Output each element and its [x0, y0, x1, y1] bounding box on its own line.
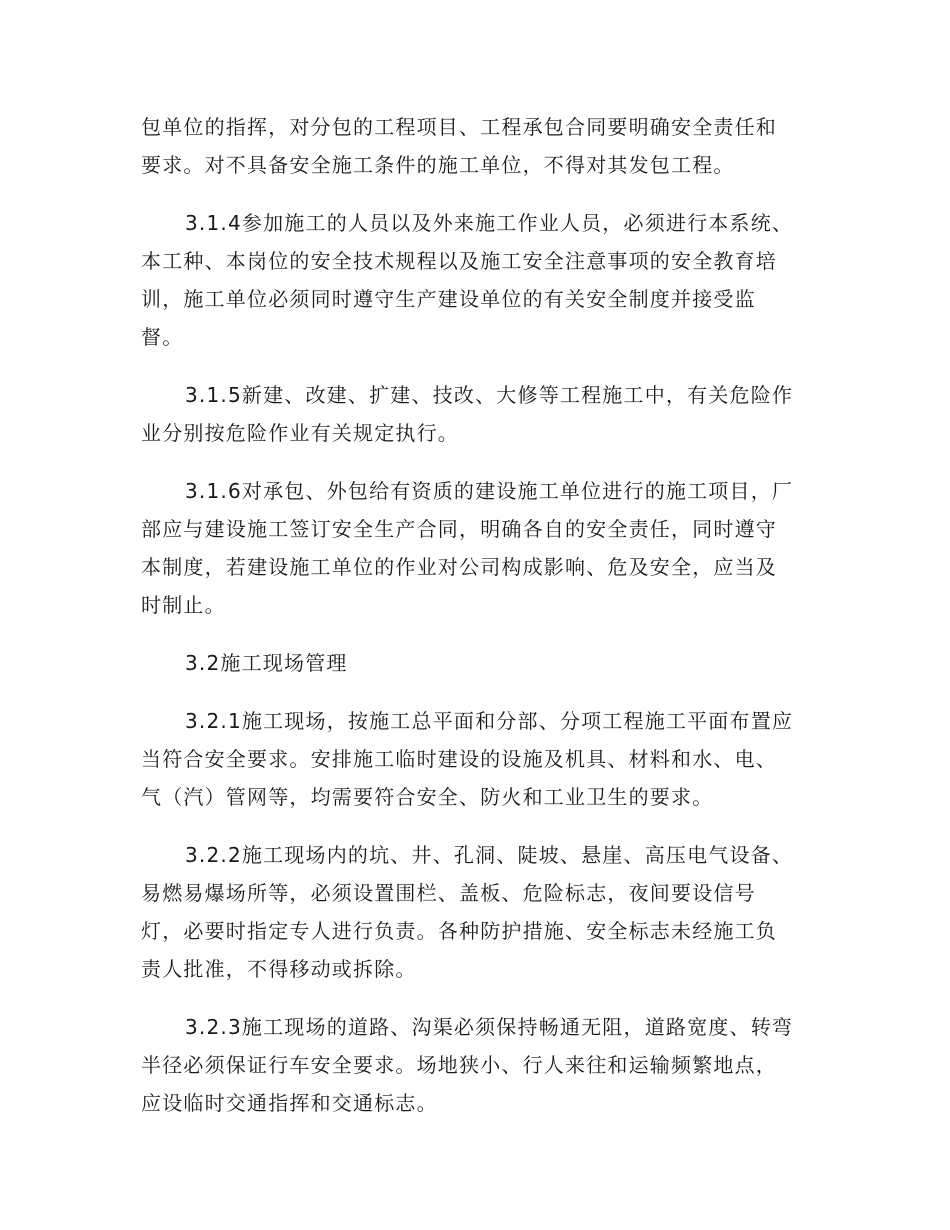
text-line: 业分别按危险作业有关规定执行。 [141, 421, 459, 445]
text-line: 半径必须保证行车安全要求。场地狭小、行人来往和运输频繁地点， [141, 1053, 777, 1077]
text-line: 本工种、本岗位的安全技术规程以及施工安全注意事项的安全教育培 [141, 249, 777, 273]
text-line: 气（汽）管网等，均需要符合安全、防火和工业卫生的要求。 [141, 785, 714, 809]
paragraph-3-1-4 [141, 204, 811, 356]
text-line: 灯，必要时指定专人进行负责。各种防护措施、安全标志未经施工负 [141, 919, 777, 943]
text-line: 本制度，若建设施工单位的作业对公司构成影响、危及安全，应当及 [141, 555, 777, 579]
text-line: 部应与建设施工签订安全生产合同，明确各自的安全责任，同时遵守 [141, 517, 777, 541]
text-line: 训，施工单位必须同时遵守生产建设单位的有关安全制度并接受监 [141, 287, 756, 311]
text-line: 责人批准，不得移动或拆除。 [141, 957, 417, 981]
document-body [141, 108, 811, 1142]
paragraph-3-1-6 [141, 472, 811, 624]
paragraph-3-1-5 [141, 376, 811, 452]
paragraph-3-2-3 [141, 1008, 811, 1122]
text-line: 3.2.2施工现场内的坑、井、孔洞、陡坡、悬崖、高压电气设备、 [185, 843, 794, 867]
text-line: 3.1.6对承包、外包给有资质的建设施工单位进行的施工项目，厂 [185, 479, 794, 503]
text-line: 3.1.5新建、改建、扩建、技改、大修等工程施工中，有关危险作 [185, 383, 794, 407]
text-line: 3.1.4参加施工的人员以及外来施工作业人员，必须进行本系统、 [185, 211, 794, 235]
text-line: 易燃易爆场所等，必须设置围栏、盖板、危险标志，夜间要设信号 [141, 881, 756, 905]
text-line: 3.2施工现场管理 [185, 651, 348, 675]
section-heading-3-2 [141, 644, 811, 682]
text-line: 应设临时交通指挥和交通标志。 [141, 1091, 438, 1115]
paragraph-3-2-1 [141, 702, 811, 816]
text-line: 要求。对不具备安全施工条件的施工单位，不得对其发包工程。 [141, 153, 735, 177]
paragraph-continuation [141, 108, 811, 184]
paragraph-3-2-2 [141, 836, 811, 988]
text-line: 督。 [141, 325, 184, 349]
text-line: 3.2.3施工现场的道路、沟渠必须保持畅通无阻，道路宽度、转弯 [185, 1015, 794, 1039]
text-line: 3.2.1施工现场，按施工总平面和分部、分项工程施工平面布置应 [185, 709, 794, 733]
text-line: 当符合安全要求。安排施工临时建设的设施及机具、材料和水、电、 [141, 747, 777, 771]
text-line: 包单位的指挥，对分包的工程项目、工程承包合同要明确安全责任和 [141, 115, 777, 139]
text-line: 时制止。 [141, 593, 226, 617]
